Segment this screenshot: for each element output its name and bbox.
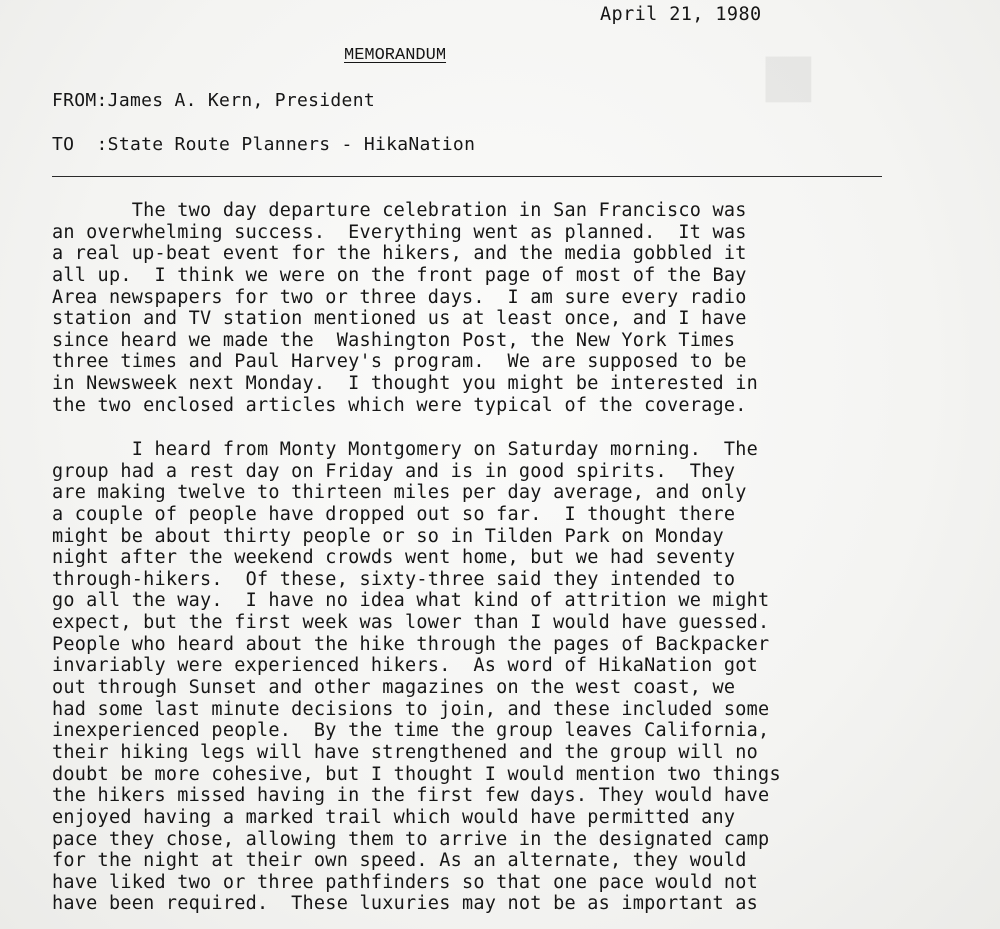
text-line: for the night at their own speed. As an alternate, they would (52, 850, 747, 872)
text-line: Area newspapers for two or three days. I am sure every radio (52, 286, 747, 308)
text-line: in Newsweek next Monday. I thought you might be interested in (52, 373, 759, 395)
text-line: the hikers missed having in the first few days. They would have (52, 785, 770, 807)
text-line: their hiking legs will have strengthened and the group will no (52, 741, 759, 763)
text-line: the two enclosed articles which were typical of the coverage. (52, 394, 747, 416)
to-line: TO :State Route Planners - HikaNation (52, 134, 476, 155)
header-divider (52, 176, 882, 177)
text-line: doubt be more cohesive, but I thought I would mention two things (52, 763, 781, 785)
from-line: FROM:James A. Kern, President (52, 90, 375, 111)
text-line: a couple of people have dropped out so far. I thought there (52, 503, 736, 525)
text-line: group had a rest day on Friday and is in good spirits. They (52, 460, 736, 482)
text-line: go all the way. I have no idea what kind of attrition we might (52, 590, 770, 612)
text-line: have been required. These luxuries may not be as important as (52, 893, 759, 915)
paragraph-2 (52, 439, 952, 915)
text-line: People who heard about the hike through the pages of Backpacker (52, 633, 770, 655)
text-line: The two day departure celebration in San Francisco was (52, 200, 747, 221)
text-line: all up. I think we were on the front page of most of the Bay (52, 264, 747, 286)
text-line: station and TV station mentioned us at least once, and I have (52, 308, 747, 330)
text-line: night after the weekend crowds went home, but we had seventy (52, 547, 736, 569)
text-line: inexperienced people. By the time the group leaves California, (52, 720, 770, 742)
text-line: an overwhelming success. Everything went as planned. It was (52, 221, 747, 243)
text-line: through-hikers. Of these, sixty-three said they intended to (52, 568, 736, 590)
text-line: had some last minute decisions to join, and these included some (52, 698, 770, 720)
text-line: I heard from Monty Montgomery on Saturday morning. The (52, 439, 759, 460)
text-line: pace they chose, allowing them to arrive in the designated camp (52, 828, 770, 850)
text-line: since heard we made the Washington Post, the New York Times (52, 329, 736, 351)
memo-date: April 21, 1980 (600, 4, 762, 25)
text-line: are making twelve to thirteen miles per day average, and only (52, 482, 747, 504)
text-line: three times and Paul Harvey's program. We are supposed to be (52, 351, 747, 373)
text-line: have liked two or three pathfinders so that one pace would not (52, 871, 759, 893)
memo-title: MEMORANDUM (344, 46, 447, 65)
text-line: enjoyed having a marked trail which would have permitted any (52, 806, 736, 828)
text-line: a real up-beat event for the hikers, and the media gobbled it (52, 243, 747, 265)
bleed-through-mark: ■ (760, 40, 817, 110)
text-line: might be about thirty people or so in Tilden Park on Monday (52, 525, 724, 547)
text-line: invariably were experienced hikers. As word of HikaNation got (52, 655, 759, 677)
paragraph-1 (52, 200, 952, 416)
text-line: out through Sunset and other magazines on the west coast, we (52, 677, 736, 699)
text-line: expect, but the first week was lower than I would have guessed. (52, 612, 770, 634)
